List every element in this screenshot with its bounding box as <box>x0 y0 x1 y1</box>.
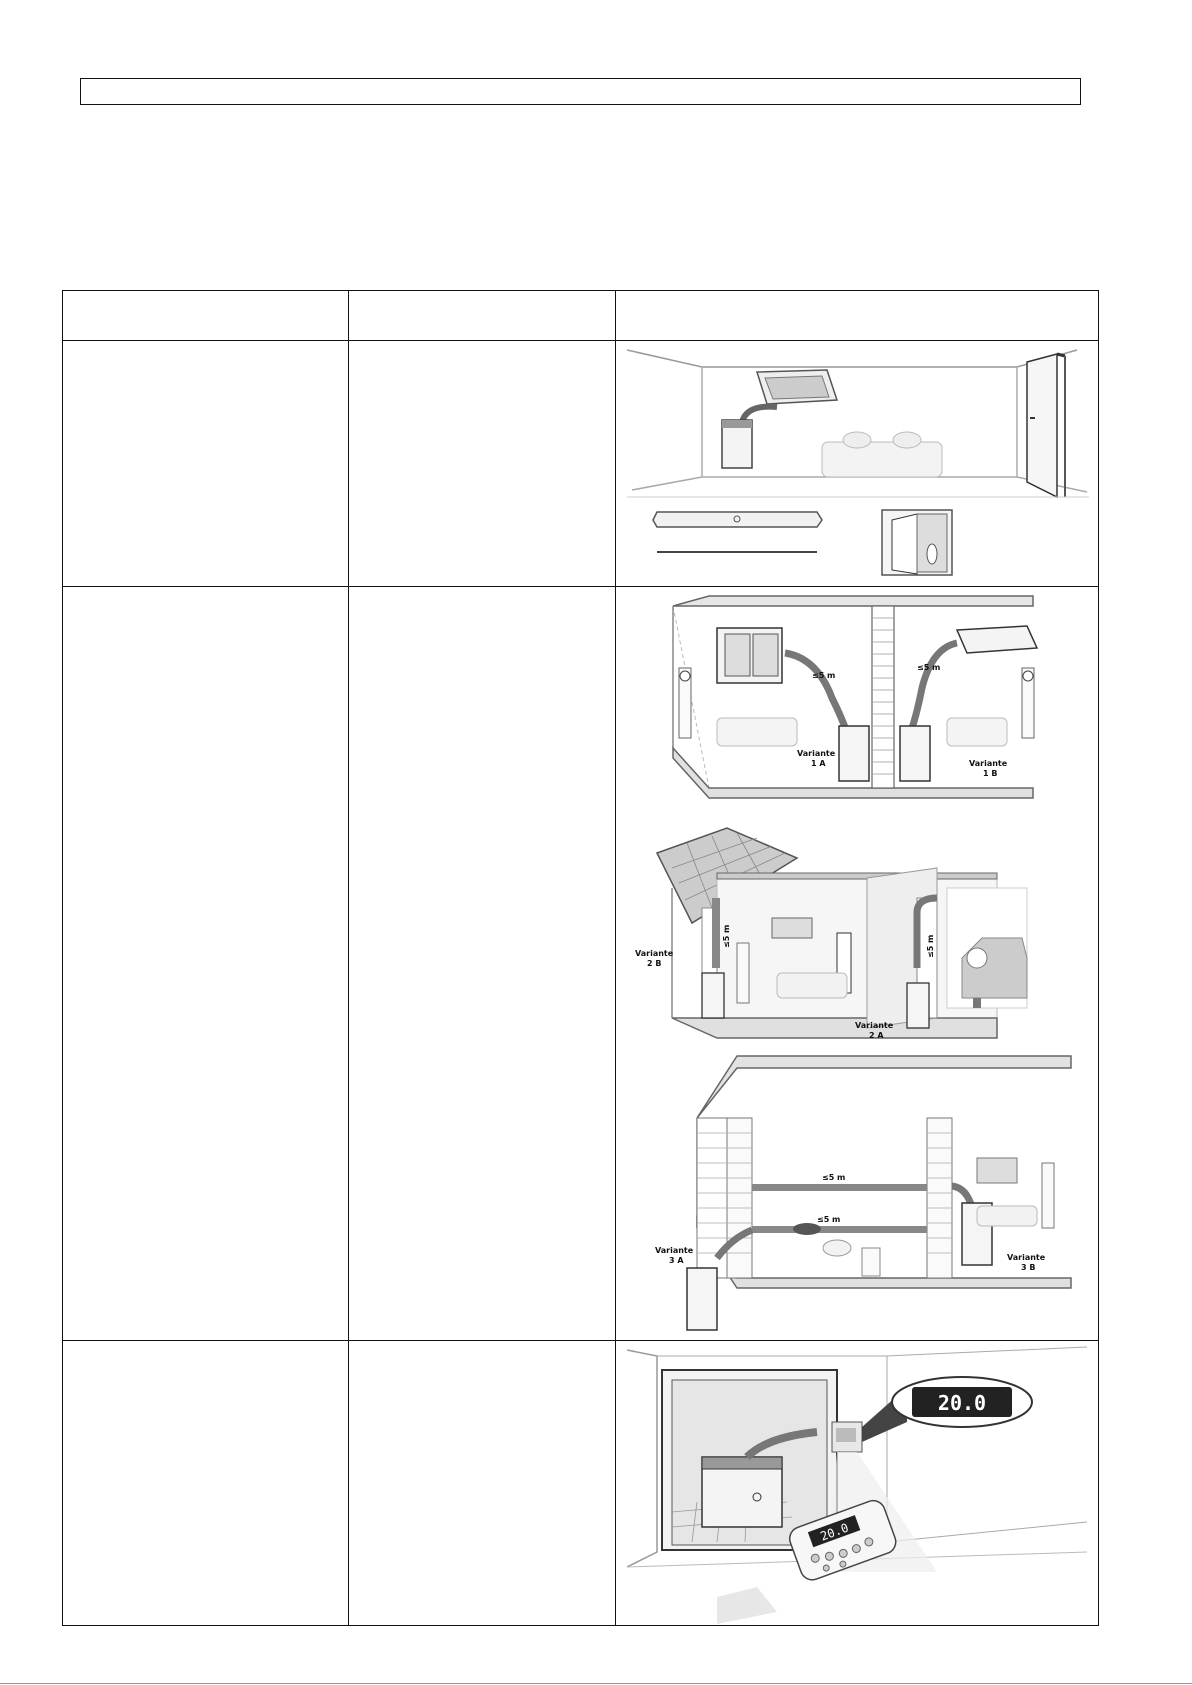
variant-2b-id: 2 B <box>647 959 662 968</box>
variant-1a-label: Variante <box>797 749 836 758</box>
thermostat-display: 20.0 <box>937 1391 987 1415</box>
hose-limit-3-top: ≤5 m <box>822 1173 846 1182</box>
instruction-table <box>62 290 1099 1626</box>
window-kit-illustration <box>617 342 1099 585</box>
hose-limit-1a: ≤5 m <box>812 671 836 680</box>
page-bottom-rule <box>0 1683 1192 1684</box>
variant-2a-label: Variante <box>855 1021 894 1030</box>
variant-1a-id: 1 A <box>811 759 826 768</box>
variant-3b-id: 3 B <box>1021 1263 1036 1272</box>
header-cell-2 <box>348 291 615 340</box>
temperature-setting-illustration <box>617 1342 1099 1625</box>
installation-variants-illustration <box>617 588 1099 1339</box>
row-divider-1 <box>63 586 1098 587</box>
hose-limit-2a: ≤5 m <box>926 934 935 958</box>
hose-limit-2b: ≤5 m <box>722 924 731 948</box>
hose-limit-3-bottom: ≤5 m <box>817 1215 841 1224</box>
row-divider-2 <box>63 1340 1098 1341</box>
variant-3b-label: Variante <box>1007 1253 1046 1262</box>
header-cell-1 <box>63 291 348 340</box>
header-box <box>80 78 1081 105</box>
variant-1b-id: 1 B <box>983 769 998 778</box>
variant-2a-id: 2 A <box>869 1031 884 1040</box>
variant-3a-label: Variante <box>655 1246 694 1255</box>
header-row-divider <box>63 340 1098 341</box>
header-cell-3 <box>615 291 1100 340</box>
variant-2b-label: Variante <box>635 949 674 958</box>
column-divider-1 <box>348 291 349 1625</box>
hose-limit-1b: ≤5 m <box>917 663 941 672</box>
remote-display: 20.0 <box>818 1520 851 1544</box>
variant-1b-label: Variante <box>969 759 1008 768</box>
column-divider-2 <box>615 291 616 1625</box>
variant-3a-id: 3 A <box>669 1256 684 1265</box>
